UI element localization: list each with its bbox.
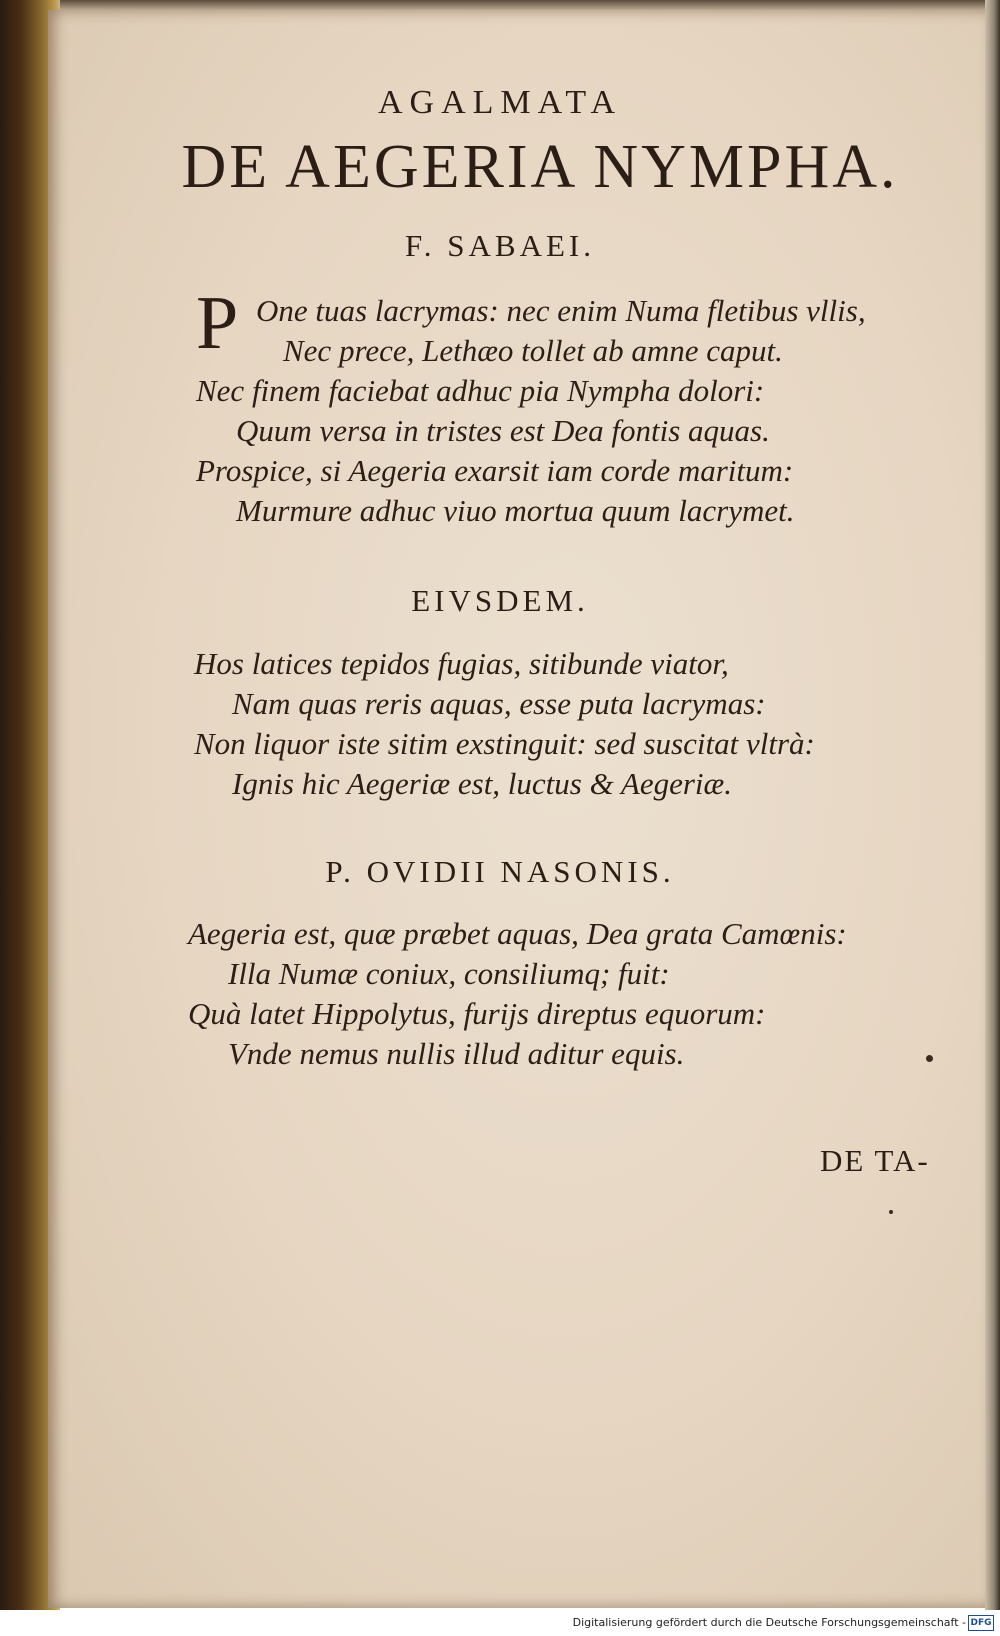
verse-line: Murmure adhuc viuo mortua quum lacrymet. (236, 493, 795, 528)
verse-line: Vnde nemus nullis illud aditur equis. (228, 1036, 685, 1071)
scan-footer (0, 1612, 1000, 1636)
catchword: DE TA- (820, 1143, 930, 1178)
verse-line: Aegeria est, quæ præbet aquas, Dea grata Camœnis: (188, 916, 847, 951)
scan-top-edge (0, 0, 1000, 10)
drop-capital: P (196, 281, 239, 365)
verse-line: Illa Numæ coniux, consiliumq; fuit: (228, 956, 670, 991)
verse-line: Prospice, si Aegeria exarsit iam corde maritum: (196, 453, 794, 488)
dfg-logo: DFG (968, 1615, 994, 1631)
verse-line: Nam quas reris aquas, esse puta lacrymas: (232, 686, 766, 721)
verse-line: Quà latet Hippolytus, furijs direptus equorum: (188, 996, 766, 1031)
verse-line: Ignis hic Aegeriæ est, luctus & Aegeriæ. (232, 766, 732, 801)
author-heading-ovidius: P. OVIDII NASONIS. (325, 854, 675, 889)
ink-speck (926, 1055, 933, 1062)
verse-line: Nec finem faciebat adhuc pia Nympha dolori: (196, 373, 765, 408)
verse-line: Nec prece, Lethæo tollet ab amne caput. (283, 333, 783, 368)
verse-line: One tuas lacrymas: nec enim Numa fletibus vllis, (256, 293, 866, 328)
title-small: AGALMATA (377, 84, 623, 121)
author-heading-sabaei: F. SABAEI. (405, 228, 595, 263)
page-leaf-edge (985, 0, 1000, 1610)
ink-speck (889, 1210, 893, 1214)
title-large: DE AEGERIA NYMPHA. (181, 133, 899, 201)
footer-credit: Digitalisierung gefördert durch die Deutsche Forschungsgemeinschaft - (572, 1616, 966, 1629)
verse-line: Hos latices tepidos fugias, sitibunde viator, (194, 646, 729, 681)
verse-line: Quum versa in tristes est Dea fontis aquas. (236, 413, 770, 448)
verse-line: Non liquor iste sitim exstinguit: sed suscitat vltrà: (194, 726, 815, 761)
author-heading-eiusdem: EIVSDEM. (411, 583, 589, 618)
